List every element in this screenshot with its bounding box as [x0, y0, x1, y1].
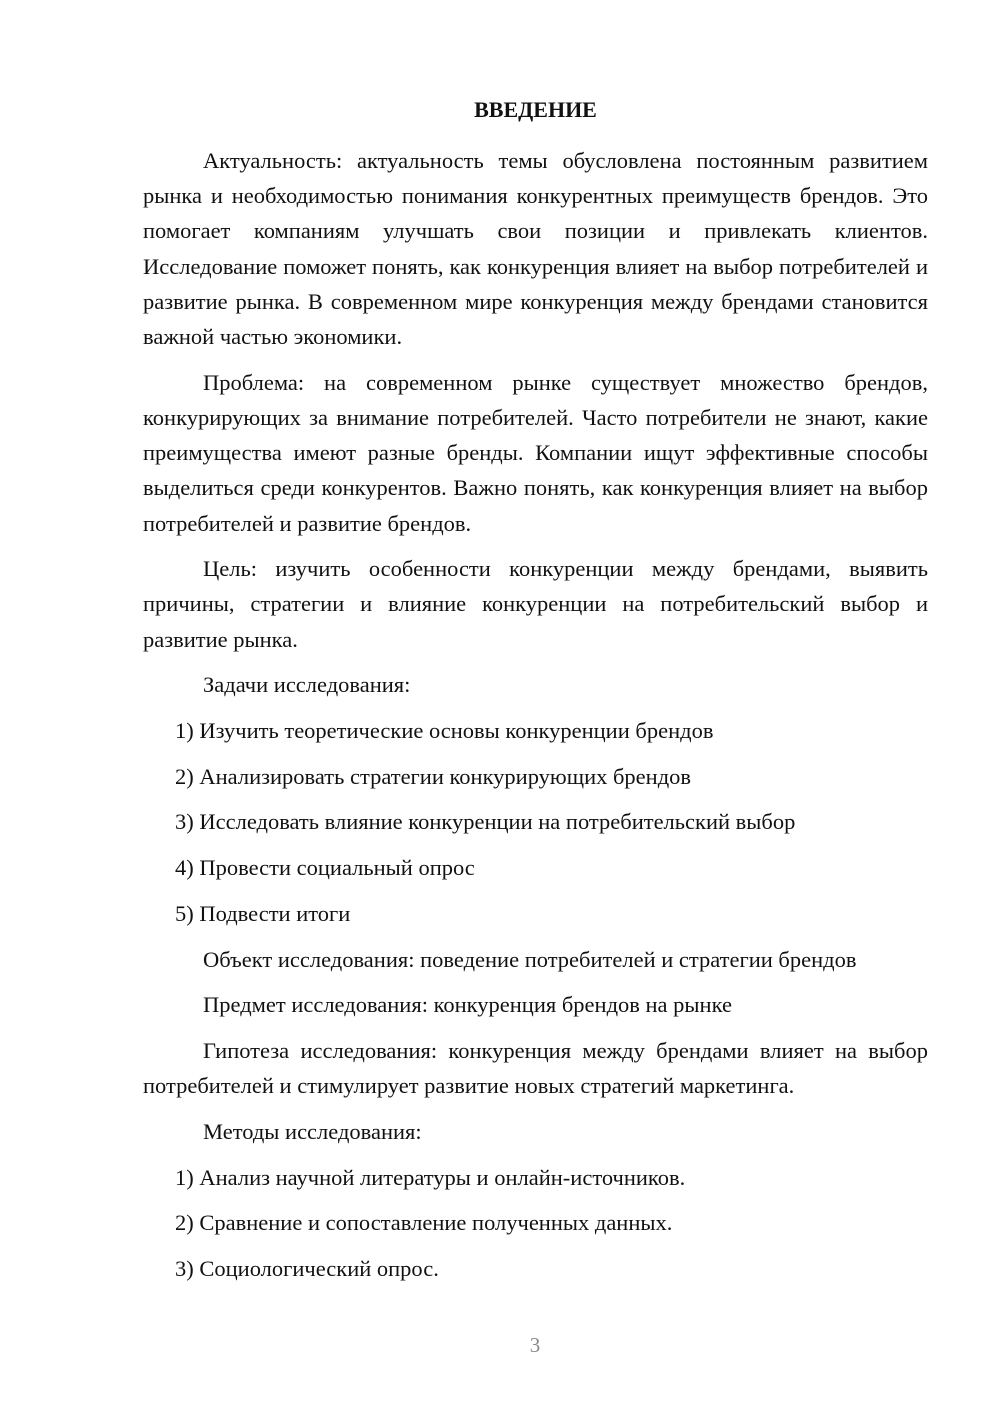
- research-object: Объект исследования: поведение потребителей и стратегии брендов: [203, 946, 857, 972]
- relevance-paragraph: Актуальность: актуальность темы обусловлена постоянным развитием рынка и необходимостью понимания конкурентных преимуществ брендов. Это помогает компаниям улучшать свои позиции и привлекать клиентов. Исследование поможет понять, как конкуренция влияет на выбор потребителей и развитие рынка. В современном мире конкуренция между брендами становится важной частью экономики.: [143, 148, 928, 350]
- list-item: 2) Сравнение и сопоставление полученных данных.: [175, 1210, 673, 1236]
- list-item: 1) Анализ научной литературы и онлайн-источников.: [175, 1164, 686, 1190]
- tasks-heading: Задачи исследования:: [203, 672, 411, 698]
- hypothesis-paragraph: Гипотеза исследования: конкуренция между брендами влияет на выбор потребителей и стимулирует развитие новых стратегий маркетинга.: [143, 1037, 928, 1099]
- list-item: 1) Изучить теоретические основы конкуренции брендов: [175, 718, 714, 744]
- list-item: 4) Провести социальный опрос: [175, 855, 475, 881]
- page-number: 3: [529, 1333, 541, 1357]
- research-subject: Предмет исследования: конкуренция брендов на рынке: [203, 992, 732, 1018]
- page-title: ВВЕДЕНИЕ: [474, 97, 597, 122]
- problem-paragraph: Проблема: на современном рынке существует множество брендов, конкурирующих за внимание потребителей. Часто потребители не знают, какие преимущества имеют разные бренды. Компании ищут эффективные способы выделиться среди конкурентов. Важно понять, как конкуренция влияет на выбор потребителей и развитие брендов.: [143, 369, 928, 536]
- goal-paragraph: Цель: изучить особенности конкуренции между брендами, выявить причины, стратегии и влияние конкуренции на потребительский выбор и развитие рынка.: [143, 556, 928, 652]
- list-item: 3) Социологический опрос.: [175, 1255, 439, 1281]
- list-item: 3) Исследовать влияние конкуренции на потребительский выбор: [175, 809, 796, 835]
- tasks-list: [143, 713, 928, 931]
- list-item: 2) Анализировать стратегии конкурирующих брендов: [175, 763, 692, 789]
- list-item: 5) Подвести итоги: [175, 900, 351, 926]
- methods-heading: Методы исследования:: [203, 1118, 422, 1144]
- methods-list: [143, 1160, 928, 1287]
- document-content: [143, 92, 928, 1297]
